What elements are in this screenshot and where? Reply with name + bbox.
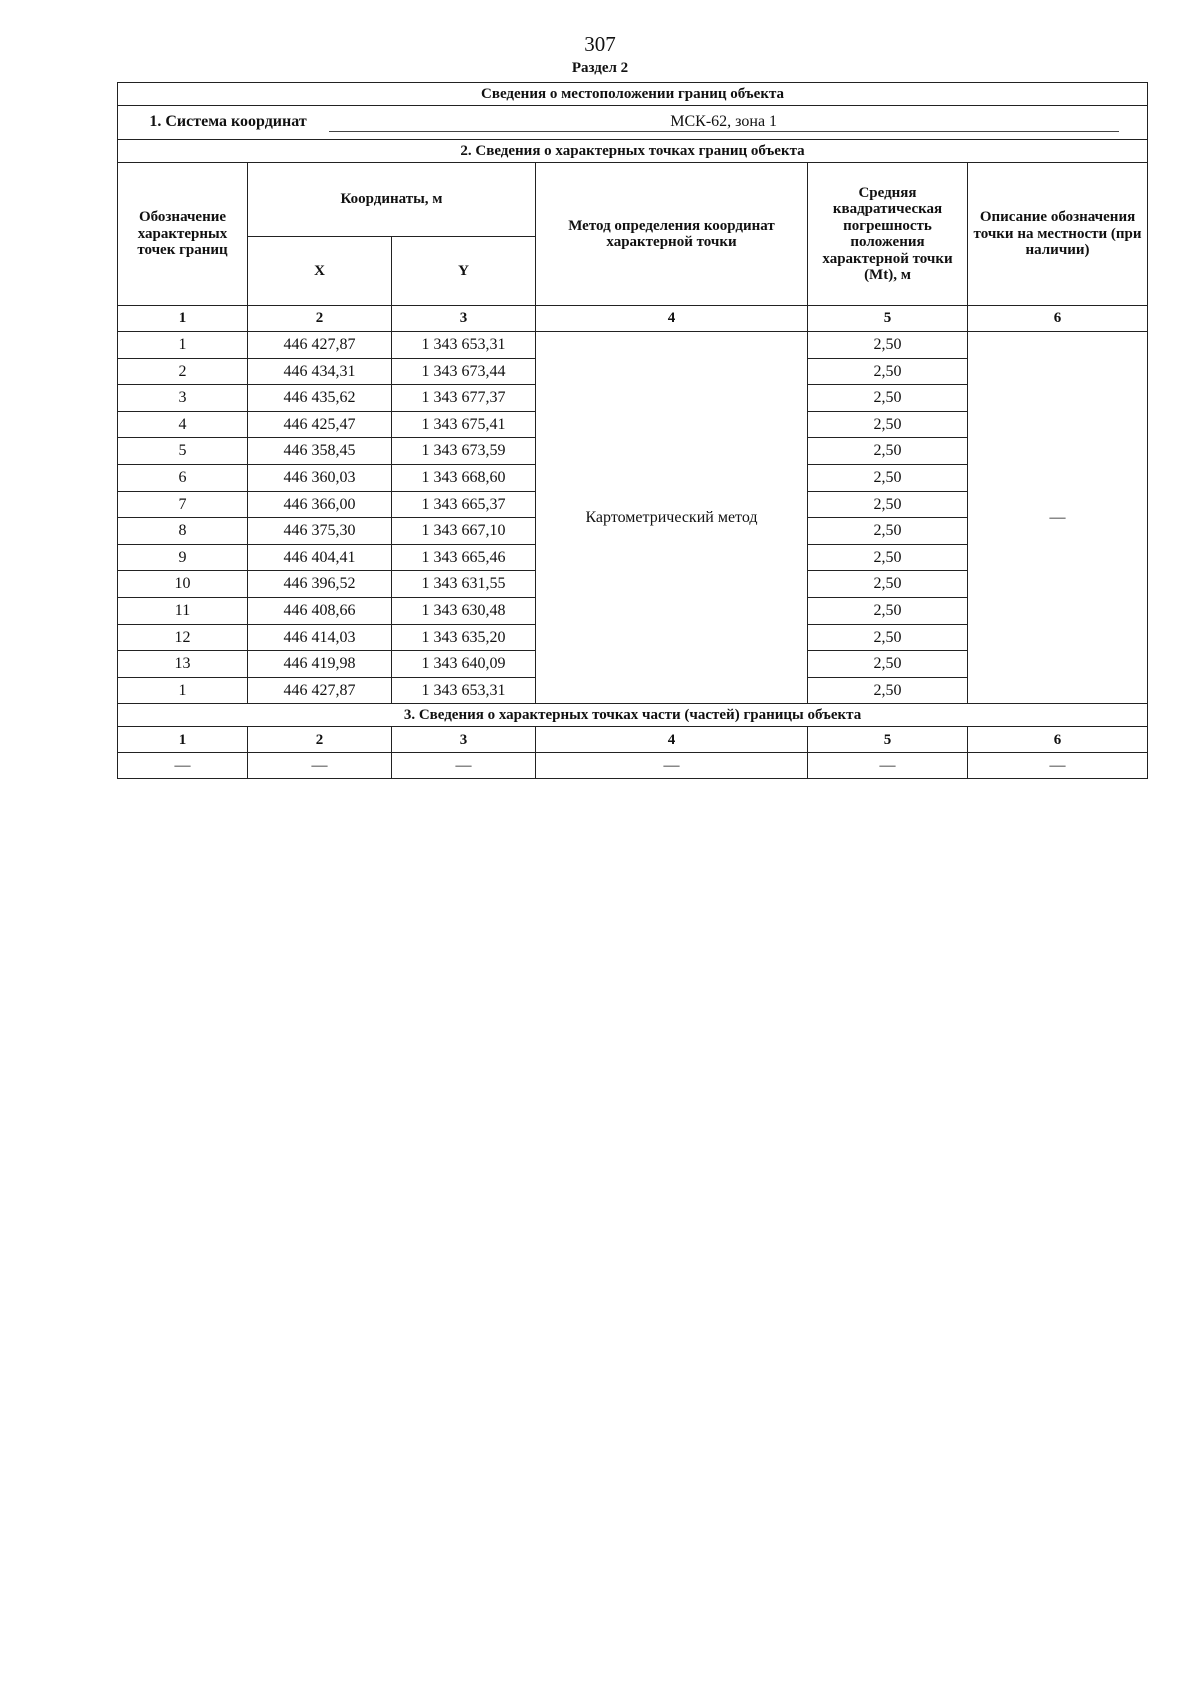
point-id: 11 — [118, 597, 248, 624]
header-method: Метод определения координат характерной точки — [536, 163, 808, 306]
point-mt: 2,50 — [808, 464, 968, 491]
point-id: 4 — [118, 411, 248, 438]
table-title: Сведения о местоположении границ объекта — [118, 83, 1148, 106]
header-description: Описание обозначения точки на местности (при наличии) — [968, 163, 1148, 306]
point-x: 446 435,62 — [248, 385, 392, 412]
point-id: 13 — [118, 651, 248, 678]
point-mt: 2,50 — [808, 651, 968, 678]
point-y: 1 343 665,46 — [392, 544, 536, 571]
point-id: 1 — [118, 677, 248, 704]
header-designation: Обозначение характерных точек границ — [118, 163, 248, 306]
section3-cell: — — [392, 753, 536, 779]
point-x: 446 396,52 — [248, 571, 392, 598]
description-cell: — — [968, 332, 1148, 704]
point-y: 1 343 668,60 — [392, 464, 536, 491]
point-x: 446 414,03 — [248, 624, 392, 651]
point-y: 1 343 653,31 — [392, 677, 536, 704]
column-number: 4 — [536, 727, 808, 753]
point-mt: 2,50 — [808, 385, 968, 412]
point-y: 1 343 631,55 — [392, 571, 536, 598]
point-y: 1 343 673,59 — [392, 438, 536, 465]
point-x: 446 360,03 — [248, 464, 392, 491]
point-id: 12 — [118, 624, 248, 651]
header-x: X — [248, 237, 392, 306]
crs-label: 1. Система координат — [149, 112, 307, 130]
point-id: 2 — [118, 358, 248, 385]
column-number: 5 — [808, 727, 968, 753]
point-mt: 2,50 — [808, 411, 968, 438]
point-id: 6 — [118, 464, 248, 491]
section3-column-numbers-row — [118, 727, 1148, 753]
point-x: 446 419,98 — [248, 651, 392, 678]
boundary-table — [117, 82, 1148, 779]
point-id: 3 — [118, 385, 248, 412]
point-x: 446 366,00 — [248, 491, 392, 518]
point-id: 9 — [118, 544, 248, 571]
section3-cell: — — [118, 753, 248, 779]
point-mt: 2,50 — [808, 677, 968, 704]
column-number: 3 — [392, 727, 536, 753]
point-mt: 2,50 — [808, 438, 968, 465]
column-numbers-row — [118, 306, 1148, 332]
header-coordinates: Координаты, м — [248, 163, 536, 237]
point-mt: 2,50 — [808, 358, 968, 385]
section-title: Раздел 2 — [571, 60, 629, 76]
point-y: 1 343 673,44 — [392, 358, 536, 385]
point-y: 1 343 630,48 — [392, 597, 536, 624]
column-number: 2 — [248, 727, 392, 753]
section3-cell: — — [536, 753, 808, 779]
point-id: 10 — [118, 571, 248, 598]
point-x: 446 375,30 — [248, 518, 392, 545]
point-x: 446 434,31 — [248, 358, 392, 385]
point-x: 446 425,47 — [248, 411, 392, 438]
page-number: 307 — [584, 32, 616, 56]
point-id: 7 — [118, 491, 248, 518]
method-cell: Картометрический метод — [536, 332, 808, 704]
point-x: 446 427,87 — [248, 677, 392, 704]
point-y: 1 343 675,41 — [392, 411, 536, 438]
section3-cell: — — [968, 753, 1148, 779]
point-x: 446 404,41 — [248, 544, 392, 571]
point-id: 8 — [118, 518, 248, 545]
point-id: 5 — [118, 438, 248, 465]
column-number: 1 — [118, 727, 248, 753]
point-id: 1 — [118, 332, 248, 359]
header-error: Средняя квадратическая погрешность положения характерной точки (Mt), м — [808, 163, 968, 306]
column-number: 6 — [968, 306, 1148, 332]
section3-cell: — — [248, 753, 392, 779]
point-x: 446 427,87 — [248, 332, 392, 359]
section3-cell: — — [808, 753, 968, 779]
section2-title: 2. Сведения о характерных точках границ объекта — [118, 140, 1148, 163]
point-y: 1 343 635,20 — [392, 624, 536, 651]
section3-row — [118, 753, 1148, 779]
point-mt: 2,50 — [808, 624, 968, 651]
table-row — [118, 332, 1148, 359]
point-y: 1 343 677,37 — [392, 385, 536, 412]
point-mt: 2,50 — [808, 544, 968, 571]
column-number: 3 — [392, 306, 536, 332]
header-y: Y — [392, 237, 536, 306]
point-y: 1 343 667,10 — [392, 518, 536, 545]
point-y: 1 343 665,37 — [392, 491, 536, 518]
point-mt: 2,50 — [808, 332, 968, 359]
point-mt: 2,50 — [808, 597, 968, 624]
column-number: 6 — [968, 727, 1148, 753]
section3-title: 3. Сведения о характерных точках части (частей) границы объекта — [118, 704, 1148, 727]
point-mt: 2,50 — [808, 571, 968, 598]
crs-row — [118, 106, 1148, 140]
point-x: 446 358,45 — [248, 438, 392, 465]
point-mt: 2,50 — [808, 518, 968, 545]
column-number: 5 — [808, 306, 968, 332]
point-x: 446 408,66 — [248, 597, 392, 624]
column-number: 4 — [536, 306, 808, 332]
column-number: 2 — [248, 306, 392, 332]
crs-value: МСК-62, зона 1 — [329, 113, 1119, 133]
point-mt: 2,50 — [808, 491, 968, 518]
point-y: 1 343 640,09 — [392, 651, 536, 678]
point-y: 1 343 653,31 — [392, 332, 536, 359]
column-number: 1 — [118, 306, 248, 332]
